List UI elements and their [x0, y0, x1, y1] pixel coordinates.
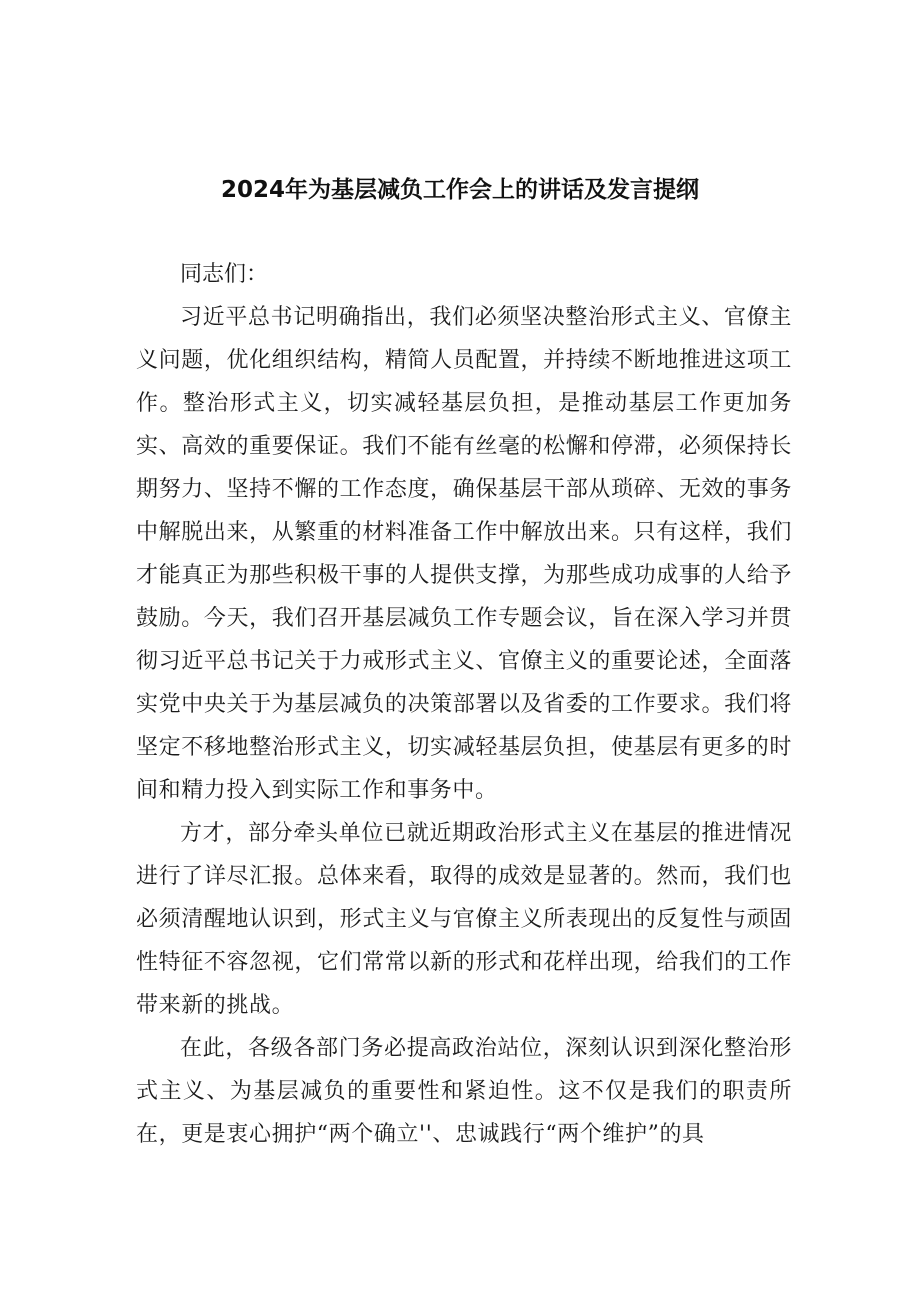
paragraph-1: 习近平总书记明确指出，我们必须坚决整治形式主义、官僚主义问题，优化组织结构，精简人员配置，并持续不断地推进这项工作。整治形式主义，切实减轻基层负担，是推动基层工作更加务实、高效的重要保证。我们不能有丝毫的松懈和停滞，必须保持长期努力、坚持不懈的工作态度，确保基层干部从琐碎、无效的事务中解脱出来，从繁重的材料准备工作中解放出来。只有这样，我们才能真正为那些积极干事的人提供支撑，为那些成功成事的人给予鼓励。今天，我们召开基层减负工作专题会议，旨在深入学习并贯彻习近平总书记关于力戒形式主义、官僚主义的重要论述，全面落实党中央关于为基层减负的决策部署以及省委的工作要求。我们将坚定不移地整治形式主义，切实减轻基层负担，使基层有更多的时间和精力投入到实际工作和事务中。: [136, 305, 792, 803]
document-title: 2024年为基层减负工作会上的讲话及发言提纲: [220, 177, 699, 203]
document-body: [136, 253, 792, 1156]
paragraph-2: 方才，部分牵头单位已就近期政治形式主义在基层的推进情况进行了详尽汇报。总体来看，取得的成效是显著的。然而，我们也必须清醒地认识到，形式主义与官僚主义所表现出的反复性与顽固性特征不容忽视，它们常常以新的形式和花样出现，给我们的工作带来新的挑战。: [136, 821, 792, 1018]
paragraph-3: 在此，各级各部门务必提高政治站位，深刻认识到深化整治形式主义、为基层减负的重要性和紧迫性。这不仅是我们的职责所在，更是衷心拥护“两个确立''、忠诚践行“两个维护”的具: [136, 1036, 792, 1147]
salutation: 同志们：: [180, 262, 269, 287]
